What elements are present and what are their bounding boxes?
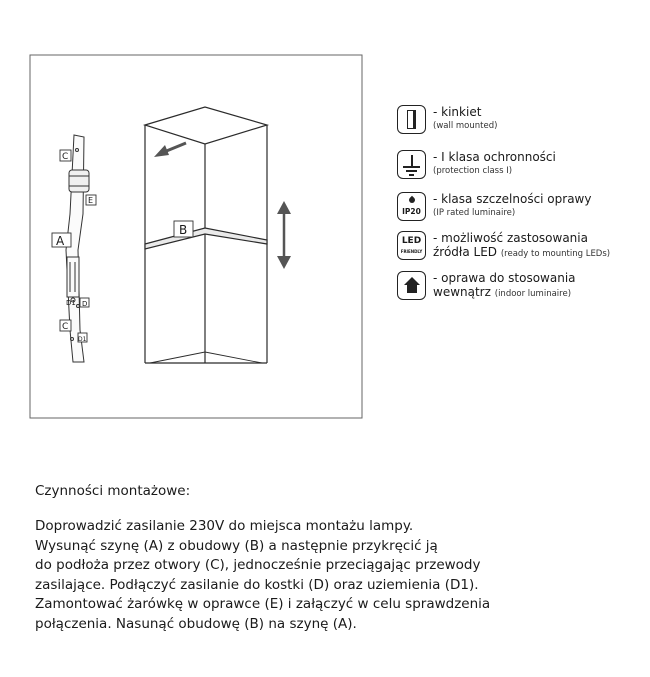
instruction-line: Zamontować żarówkę w oprawce (E) i załączyć w celu sprawdzenia [35,596,491,612]
instruction-line: Wysunąć szynę (A) z obudowy (B) a następnie przykręcić ją [35,537,438,554]
legend-sub: (IP rated luminaire) [433,208,516,218]
legend-sub: (ready to mounting LEDs) [500,249,611,259]
vertical-arrow-icon [277,201,291,269]
instruction-line: połączenia. Nasunąć obudowę (B) na szynę (A). [35,615,357,632]
legend-item-protection-class [397,150,556,179]
housing [145,107,267,363]
label-d1: D1 [66,299,76,307]
legend-item-ip-rating [397,192,591,221]
legend-main: - oprawa do stosowania [433,271,576,285]
legend-main-2: wewnątrz [433,285,491,299]
label-e: E [88,196,94,205]
instruction-line: Doprowadzić zasilanie 230V do miejsca montażu lampy. [35,518,414,534]
label-c-top: C [62,152,69,162]
legend-main: - możliwość zastosowania [433,231,588,245]
slide-arrow-icon [154,143,186,157]
legend-sub: (wall mounted) [433,121,498,131]
led-text: LED [401,236,422,246]
legend-item-wall-mounted [397,105,497,134]
label-a: A [56,234,65,248]
legend-main: - I klasa ochronności [433,150,556,164]
friendly-text: FRIENDLY [400,249,423,254]
wall-mounted-icon [397,105,426,134]
legend-item-indoor [397,271,576,301]
ip20-text: IP20 [402,207,421,216]
indoor-icon [397,271,426,300]
instruction-line: zasilające. Podłączyć zasilanie do kostki (D) oraz uziemienia (D1). [35,576,479,593]
label-d1-bottom: D1 [78,336,87,343]
label-d: D [82,300,88,308]
label-c-bottom: C [62,322,69,332]
legend-main: - kinkiet [433,105,482,119]
ground-icon [397,150,426,179]
legend-sub: (protection class I) [433,166,513,176]
label-b: B [179,223,188,237]
water-drop-icon [408,196,416,204]
instructions-heading: Czynności montażowe: [35,483,191,499]
legend-item-led [397,231,610,261]
legend-main: - klasa szczelności oprawy [433,192,592,206]
legend-sub: (indoor luminaire) [494,289,572,299]
led-friendly-icon [397,231,426,260]
ip20-icon [397,192,426,221]
instruction-line: do podłoża przez otwory (C), jednocześnie przeciągając przewody [35,557,481,573]
instructions-body [35,517,535,634]
legend-main-2: źródła LED [433,245,498,259]
